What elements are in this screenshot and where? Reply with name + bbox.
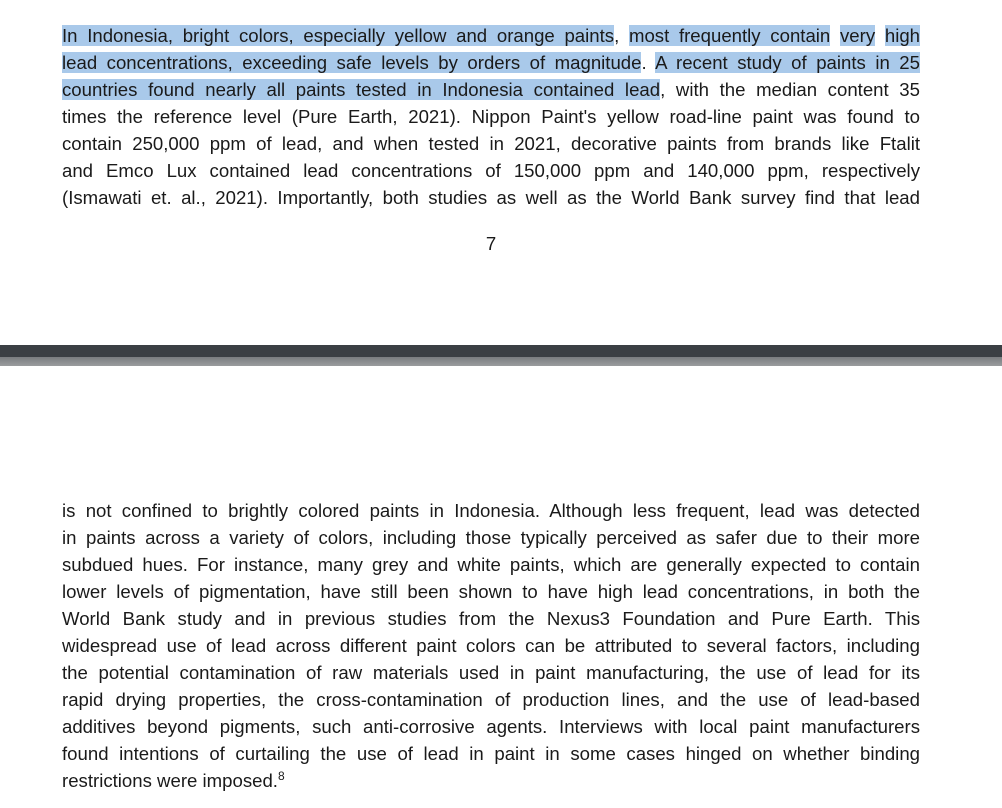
- body-paragraph-bottom: [62, 497, 920, 794]
- text-line[interactable]: [62, 22, 920, 49]
- text-line[interactable]: lower levels of pigmentation, have still been shown to have high lead concentrations, in both the: [62, 581, 920, 602]
- footnote-reference[interactable]: 8: [277, 769, 285, 783]
- text-line[interactable]: (Ismawati et. al., 2021). Importantly, both studies as well as the World Bank survey find that lead: [62, 187, 920, 208]
- text-segment[interactable]: , with the median content 35: [660, 79, 920, 100]
- highlighted-text[interactable]: lead concentrations, exceeding safe levels by orders of magnitude: [62, 52, 642, 73]
- highlighted-text[interactable]: most frequently contain: [628, 25, 831, 46]
- text-segment[interactable]: [875, 25, 885, 46]
- text-segment[interactable]: ,: [614, 25, 629, 46]
- highlighted-text[interactable]: countries found nearly all paints tested in Indonesia contained lead: [62, 79, 661, 100]
- text-segment[interactable]: [830, 25, 840, 46]
- highlighted-text[interactable]: very: [840, 25, 876, 46]
- text-line[interactable]: is not confined to brightly colored paints in Indonesia. Although less frequent, lead was detected: [62, 500, 920, 521]
- body-paragraph-top: [62, 22, 920, 211]
- text-line[interactable]: [62, 76, 920, 103]
- text-line[interactable]: the potential contamination of raw materials used in paint manufacturing, the use of lead for its: [62, 662, 920, 683]
- highlighted-text[interactable]: A recent study of paints in 25: [655, 52, 920, 73]
- text-line[interactable]: subdued hues. For instance, many grey and white paints, which are generally expected to contain: [62, 554, 920, 575]
- text-segment[interactable]: .: [641, 52, 656, 73]
- highlighted-text[interactable]: In Indonesia, bright: [62, 25, 239, 46]
- text-line[interactable]: and Emco Lux contained lead concentrations of 150,000 ppm and 140,000 ppm, respectively: [62, 160, 920, 181]
- highlighted-text[interactable]: high: [884, 25, 921, 46]
- page-separator: [0, 345, 1002, 366]
- text-line[interactable]: additives beyond pigments, such anti-corrosive agents. Interviews with local paint manufacturers: [62, 716, 920, 737]
- page-number: 7: [485, 233, 497, 254]
- text-line[interactable]: found intentions of curtailing the use of lead in paint in some cases hinged on whether binding: [62, 743, 920, 764]
- text-line-last[interactable]: [62, 767, 920, 794]
- highlighted-text[interactable]: colors, especially yellow and orange paints: [238, 25, 615, 46]
- text-line[interactable]: rapid drying properties, the cross-contamination of production lines, and the use of lead-based: [62, 689, 920, 710]
- text-segment[interactable]: restrictions were imposed.: [62, 770, 278, 791]
- text-line[interactable]: [62, 49, 920, 76]
- document-page-top: [0, 0, 1002, 345]
- text-line[interactable]: times the reference level (Pure Earth, 2021). Nippon Paint's yellow road-line paint was found to: [62, 106, 920, 127]
- text-line[interactable]: in paints across a variety of colors, including those typically perceived as safer due to their more: [62, 527, 920, 548]
- text-line[interactable]: contain 250,000 ppm of lead, and when tested in 2021, decorative paints from brands like Ftalit: [62, 133, 920, 154]
- text-line[interactable]: World Bank study and in previous studies from the Nexus3 Foundation and Pure Earth. This: [62, 608, 920, 629]
- text-line[interactable]: widespread use of lead across different paint colors can be attributed to several factors, including: [62, 635, 920, 656]
